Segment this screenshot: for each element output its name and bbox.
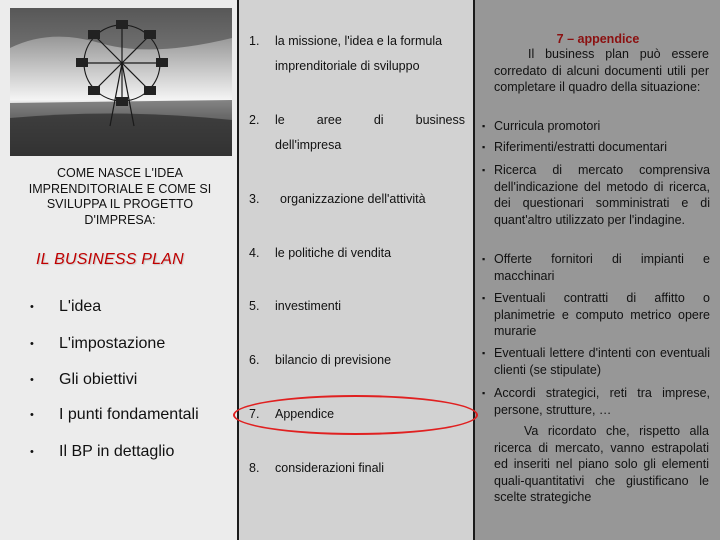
item-number: 2. (249, 113, 260, 127)
item-number: 5. (249, 299, 260, 313)
bullet: ▪ (482, 293, 486, 303)
appendix-bullet (482, 162, 710, 228)
item-text: imprenditoriale di sviluppo (275, 59, 420, 73)
appendix-bullet (482, 118, 710, 135)
bullet-text: Eventuali lettere d'intenti con eventuali clienti (se stipulate) (494, 346, 710, 377)
topic-label: Il BP in dettaglio (59, 443, 175, 460)
appendix-title: 7 – appendice (556, 32, 640, 46)
subtitle: COME NASCE L'IDEA IMPRENDITORIALE E COME SI SVILUPPA IL PROGETTO D'IMPRESA: (28, 166, 212, 227)
item-word: le (275, 113, 285, 127)
bullet: ▪ (482, 121, 486, 131)
item-text: dell'impresa (275, 138, 342, 152)
topic-label: L'impostazione (59, 335, 166, 352)
item-number: 3. (249, 192, 260, 206)
highlight-ellipse (233, 395, 478, 435)
appendix-bullet (482, 139, 710, 156)
bullet-text: Riferimenti/estratti documentari (494, 140, 667, 154)
item-number: 6. (249, 353, 260, 367)
item-text: le politiche di vendita (275, 246, 392, 260)
item-number: 8. (249, 461, 260, 475)
bullet: • (30, 374, 34, 386)
item-word: aree (316, 113, 342, 127)
bullet: ▪ (482, 165, 486, 175)
item-number: 7. (249, 407, 260, 421)
item-text: Appendice (275, 407, 335, 421)
appendix-outro: Va ricordato che, rispetto alla ricerca di mercato, vanno estrapolati ed inseriti nel piano solo gli elementi quali-quantitativi che giustificano le scelte strategiche (494, 424, 709, 504)
topic-label: L'idea (59, 298, 102, 315)
item-text: considerazioni finali (275, 461, 385, 475)
appendix-bullet (482, 251, 710, 284)
left-panel (0, 0, 237, 540)
bullet: ▪ (482, 142, 486, 152)
item-number: 1. (249, 34, 260, 48)
bullet: ▪ (482, 388, 486, 398)
bullet: • (30, 338, 34, 350)
bullet-text: Eventuali contratti di affitto o planimetrie e computo metrico opere murarie (494, 291, 710, 338)
bullet: • (30, 301, 34, 313)
item-word: di (373, 113, 384, 127)
bullet: • (30, 446, 34, 458)
appendix-bullet (482, 345, 710, 378)
bullet-text: Offerte fornitori di impianti e macchinari (494, 252, 710, 283)
item-text: organizzazione dell'attività (280, 192, 426, 206)
ferris-wheel-photo (10, 8, 232, 156)
item-number: 4. (249, 246, 260, 260)
topic-label: I punti fondamentali (59, 406, 199, 423)
appendix-intro: Il business plan può essere corredato di alcuni documenti utili per completare il quadro della situazione: (494, 47, 709, 94)
bullet-text: Accordi strategici, reti tra imprese, persone, strutture, … (494, 386, 710, 417)
bullet: ▪ (482, 254, 486, 264)
bullet: • (30, 409, 34, 421)
item-text: investimenti (275, 299, 341, 313)
contents-panel (237, 0, 475, 540)
appendix-bullet (482, 290, 710, 340)
item-word: business (415, 113, 465, 127)
bullet: ▪ (482, 348, 486, 358)
item-text (275, 113, 465, 127)
business-plan-title: IL BUSINESS PLAN (36, 251, 184, 268)
item-text: la missione, l'idea e la formula (275, 34, 443, 48)
item-text: bilancio di previsione (275, 353, 392, 367)
topic-label: Gli obiettivi (59, 371, 138, 388)
bullet-text: Curricula promotori (494, 119, 601, 133)
appendix-bullet (482, 385, 710, 418)
bullet-text: Ricerca di mercato comprensiva dell'indicazione del metodo di ricerca, dei questionari somministrati e di quant'altro utilizzato per l'indagine. (494, 163, 710, 227)
